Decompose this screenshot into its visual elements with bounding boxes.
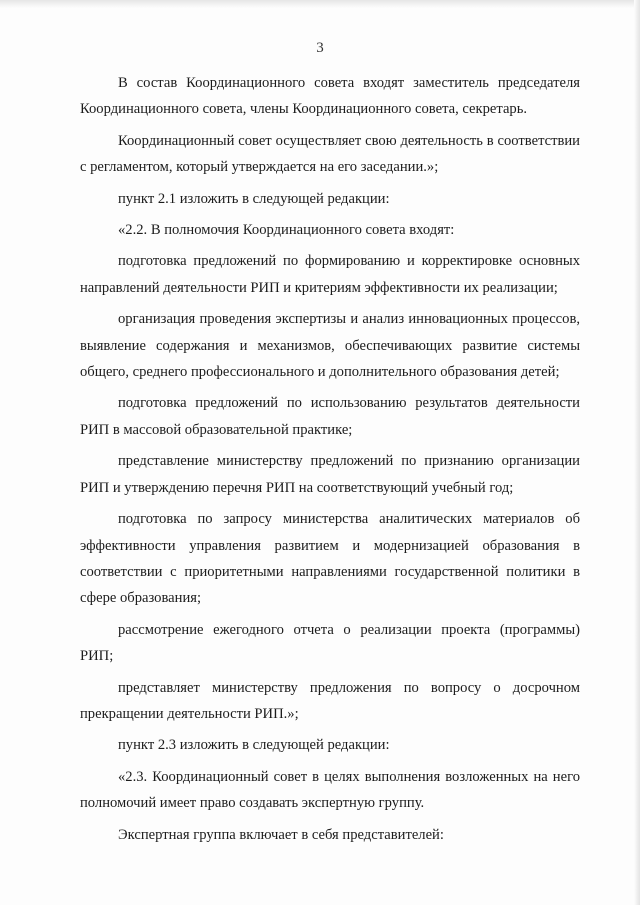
paragraph-2-2-heading: «2.2. В полномочия Координационного совета входят: <box>118 222 455 239</box>
paragraph-council-activity: Координационный совет осуществляет свою деятельность в соответствии с регламентом, который утверждается на его заседании.»; <box>80 132 580 176</box>
scan-right-edge <box>634 0 640 905</box>
paragraph-early-termination: представляет министерству предложения по вопросу о досрочном прекращении деятельности РИП.»; <box>80 679 580 722</box>
paragraph-expertise-analysis: организация проведения экспертизы и анализ инновационных процессов, выявление содержания и механизмов, обеспечивающих развитие системы общего, среднего профессионального и дополнительного образования детей; <box>80 311 580 381</box>
paragraph-2-3-expert-group: «2.3. Координационный совет в целях выполнения возложенных на него полномочий имеет право создавать экспертную группу. <box>80 768 580 812</box>
paragraph-amend-2-1: пункт 2.1 изложить в следующей редакции: <box>118 190 390 207</box>
paragraph-analytical-materials: подготовка по запросу министерства аналитических материалов об эффективности управления развитием и модернизацией образования в соответствии с приоритетными направлениями государственной политики в сфере образования; <box>80 511 580 607</box>
paragraph-amend-2-3: пункт 2.3 изложить в следующей редакции: <box>118 737 390 754</box>
page-number: 3 <box>316 40 324 56</box>
paragraph-ministry-recognition: представление министерству предложений по признанию организации РИП и утверждению перечня РИП на соответствующий учебный год; <box>80 453 580 496</box>
paragraph-expert-group-members: Экспертная группа включает в себя представителей: <box>118 826 444 843</box>
scan-top-edge <box>0 0 640 8</box>
paragraph-annual-report: рассмотрение ежегодного отчета о реализации проекта (программы) РИП; <box>80 621 580 665</box>
document-body <box>80 70 580 853</box>
paragraph-proposals-results: подготовка предложений по использованию результатов деятельности РИП в массовой образовательной практике; <box>80 395 580 438</box>
paragraph-council-composition: В состав Координационного совета входят заместитель председателя Координационного совета, члены Координационного совета, секретарь. <box>80 75 580 118</box>
paragraph-proposals-directions: подготовка предложений по формированию и корректировке основных направлений деятельности РИП и критериям эффективности их реализации; <box>80 253 580 296</box>
